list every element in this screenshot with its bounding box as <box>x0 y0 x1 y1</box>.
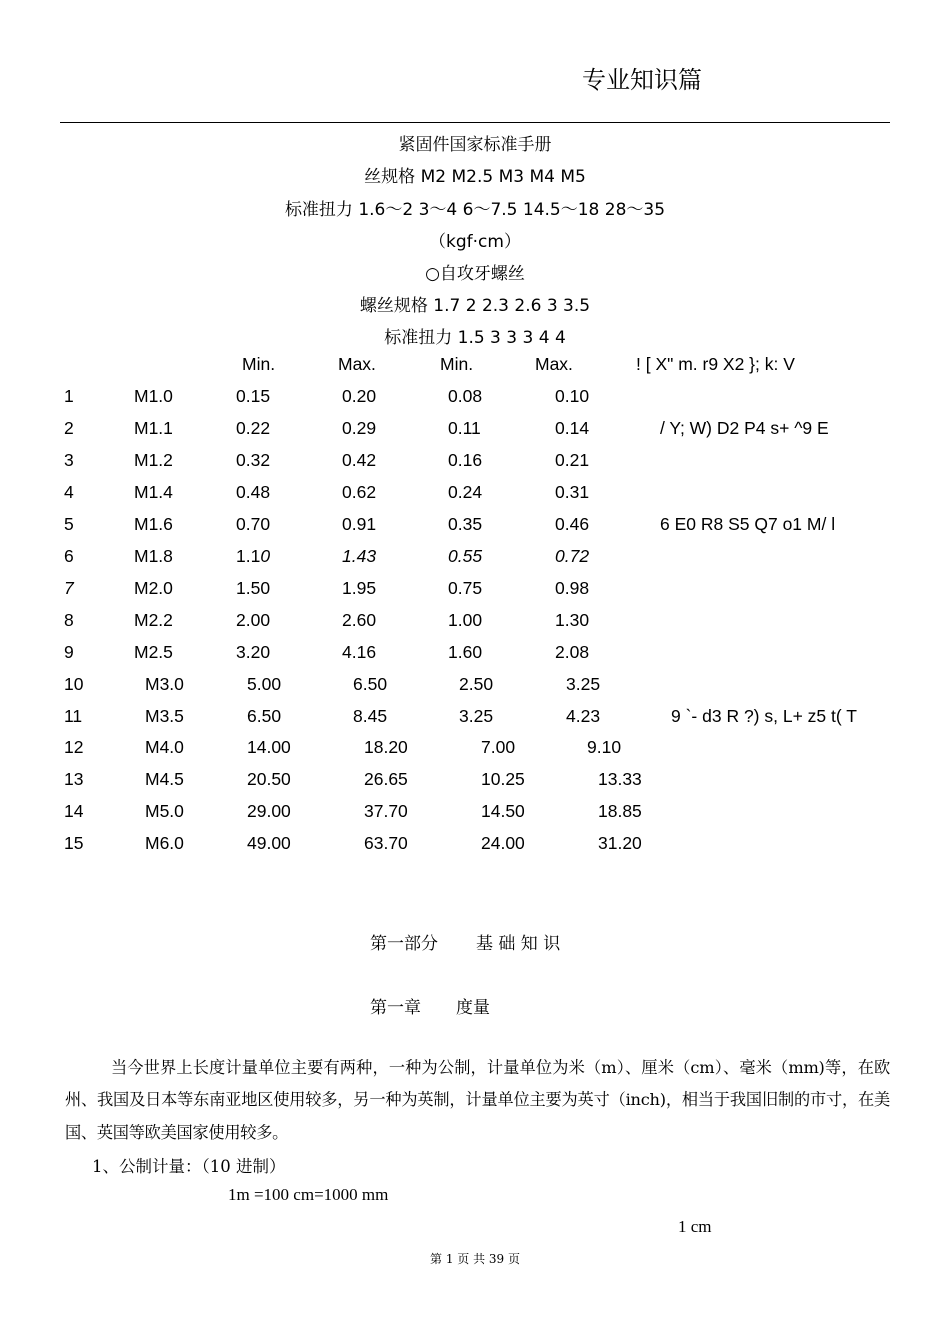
row-max-1: 1.95 <box>342 577 377 598</box>
row-min-1: 20.50 <box>247 769 291 790</box>
page-footer: 第 1 页 共 39 页 <box>430 1252 520 1266</box>
row-number: 10 <box>64 673 84 694</box>
row-size: M2.0 <box>134 577 173 598</box>
row-max-2: 0.98 <box>555 577 590 598</box>
row-min-1: 1.50 <box>236 577 271 598</box>
row-size: M3.5 <box>145 705 184 726</box>
table-row <box>0 610 950 634</box>
chapter-label: 第一章 <box>370 998 421 1018</box>
row-size: M4.0 <box>145 737 184 758</box>
table-row <box>0 769 950 793</box>
row-min-1: 3.20 <box>236 641 271 662</box>
row-number: 15 <box>64 833 84 854</box>
table-row <box>0 514 950 538</box>
row-number: 3 <box>64 449 74 470</box>
row-size: M5.0 <box>145 801 184 822</box>
row-size: M2.2 <box>134 609 173 630</box>
row-number: 13 <box>64 769 84 790</box>
row-min-1: 49.00 <box>247 833 291 854</box>
part-title: 基 础 知 识 <box>476 934 561 954</box>
part-label: 第一部分 <box>370 934 438 954</box>
row-size: M3.0 <box>145 673 184 694</box>
row-size: M6.0 <box>145 833 184 854</box>
row-min-1: 0.32 <box>236 449 271 470</box>
table-row <box>0 833 950 857</box>
row-max-2: 9.10 <box>587 737 622 758</box>
row-min-1: 0.15 <box>236 386 271 406</box>
row-max-1: 0.62 <box>342 481 377 502</box>
table-row <box>0 801 950 825</box>
row-size: M1.0 <box>134 386 173 406</box>
row-min-2: 0.75 <box>448 577 483 598</box>
row-max-1: 0.20 <box>342 386 377 406</box>
intro-line: 紧固件国家标准手册 <box>398 135 552 155</box>
row-size: M2.5 <box>134 641 173 662</box>
row-number: 7 <box>64 577 74 598</box>
row-size: M1.8 <box>134 545 173 566</box>
row-size: M1.2 <box>134 449 173 470</box>
row-number: 11 <box>64 705 83 726</box>
row-min-1: 29.00 <box>247 801 291 822</box>
table-row <box>0 642 950 666</box>
row-max-2: 4.23 <box>566 705 601 726</box>
row-max-2: 0.72 <box>555 545 590 566</box>
row-min-2: 0.08 <box>448 386 483 406</box>
row-min-2: 0.16 <box>448 449 483 470</box>
row-max-1: 1.43 <box>342 545 377 566</box>
row-min-2: 0.24 <box>448 481 483 502</box>
row-number: 8 <box>64 609 74 630</box>
row-min-1-italic-digit: 0 <box>260 545 271 566</box>
row-max-1: 26.65 <box>364 769 408 790</box>
row-max-1: 8.45 <box>353 705 388 726</box>
table-row <box>0 418 950 442</box>
row-max-1: 37.70 <box>364 801 408 822</box>
table-header-cell: Min. <box>242 354 276 374</box>
row-number: 4 <box>64 481 74 502</box>
row-number: 9 <box>64 641 74 662</box>
row-max-1: 0.91 <box>342 513 377 534</box>
row-min-2: 7.00 <box>481 737 516 758</box>
row-min-2: 3.25 <box>459 705 494 726</box>
row-number: 1 <box>64 386 74 406</box>
header-divider <box>60 122 890 123</box>
intro-line: ○自攻牙螺丝 <box>425 264 525 284</box>
intro-line: （kgf·cm） <box>429 232 521 252</box>
table-row <box>0 737 950 761</box>
row-max-1: 0.29 <box>342 417 377 438</box>
table-row <box>0 450 950 474</box>
row-note: / Y; W) D2 P4 s+ ^9 E <box>660 417 829 438</box>
table-row <box>0 674 950 698</box>
row-min-1: 14.00 <box>247 737 291 758</box>
row-number: 6 <box>64 545 74 566</box>
row-min-2: 24.00 <box>481 833 525 854</box>
row-max-1: 4.16 <box>342 641 377 662</box>
table-header-note: ! [ X" m. r9 X2 }; k: V <box>636 354 795 374</box>
table-row <box>0 546 950 570</box>
row-min-1: 5.00 <box>247 673 282 694</box>
row-min-1: 0.70 <box>236 513 271 534</box>
table-row <box>0 706 950 730</box>
intro-line: 螺丝规格 1.7 2 2.3 2.6 3 3.5 <box>359 296 591 316</box>
row-number: 2 <box>64 417 74 438</box>
row-max-1: 18.20 <box>364 737 408 758</box>
table-header-cell: Min. <box>440 354 474 374</box>
row-max-2: 3.25 <box>566 673 601 694</box>
formula-line: 1m =100 cm=1000 mm <box>228 1185 389 1204</box>
row-min-2: 0.55 <box>448 545 483 566</box>
row-max-2: 0.21 <box>555 449 590 470</box>
table-row <box>0 578 950 602</box>
row-size: M4.5 <box>145 769 184 790</box>
row-max-2: 13.33 <box>598 769 642 790</box>
row-max-2: 18.85 <box>598 801 642 822</box>
row-min-2: 1.60 <box>448 641 483 662</box>
page-fragment: 1 cm <box>678 1217 712 1236</box>
row-min-1: 1.10 <box>236 545 271 566</box>
table-row <box>0 482 950 506</box>
row-max-1: 63.70 <box>364 833 408 854</box>
row-size: M1.4 <box>134 481 173 502</box>
table-header-cell: Max. <box>338 354 376 374</box>
row-min-1: 0.22 <box>236 417 271 438</box>
row-number: 5 <box>64 513 74 534</box>
row-max-1: 0.42 <box>342 449 377 470</box>
section-heading: 1、公制计量：（10 进制） <box>92 1157 286 1176</box>
row-min-1: 6.50 <box>247 705 282 726</box>
row-number: 14 <box>64 801 84 822</box>
row-max-2: 0.10 <box>555 386 590 406</box>
row-min-2: 0.35 <box>448 513 483 534</box>
row-note: 9 `- d3 R ?) s, L+ z5 t( T <box>671 705 857 726</box>
row-min-2: 1.00 <box>448 609 483 630</box>
row-max-1: 2.60 <box>342 609 377 630</box>
row-max-1: 6.50 <box>353 673 388 694</box>
row-min-2: 10.25 <box>481 769 525 790</box>
intro-line: 丝规格 M2 M2.5 M3 M4 M5 <box>364 167 586 187</box>
intro-line: 标准扭力 1.6～2 3～4 6～7.5 14.5～18 28～35 <box>284 200 666 220</box>
row-min-2: 2.50 <box>459 673 494 694</box>
row-min-2: 0.11 <box>448 417 481 438</box>
header-title: 专业知识篇 <box>582 66 702 94</box>
row-min-1: 2.00 <box>236 609 271 630</box>
intro-line: 标准扭力 1.5 3 3 3 4 4 <box>384 328 566 348</box>
row-min-1: 0.48 <box>236 481 271 502</box>
table-row <box>0 386 950 410</box>
table-header-cell: Max. <box>535 354 573 374</box>
row-number: 12 <box>64 737 84 758</box>
row-note: 6 E0 R8 S5 Q7 o1 M/ l <box>660 513 836 534</box>
row-max-2: 1.30 <box>555 609 590 630</box>
row-max-2: 0.31 <box>555 481 590 502</box>
row-max-2: 2.08 <box>555 641 590 662</box>
table-header-row <box>0 354 950 378</box>
body-paragraph: 当今世界上长度计量单位主要有两种，一种为公制，计量单位为米（m）、厘米（cm）、毫米（mm)等，在欧州、我国及日本等东南亚地区使用较多，另一种为英制，计量单位主要为英寸（inch)，相当于我国旧制的市寸，在美国、英国等欧美国家使用较多。 <box>65 1058 890 1142</box>
row-min-2: 14.50 <box>481 801 525 822</box>
row-size: M1.1 <box>134 417 173 438</box>
row-max-2: 0.14 <box>555 417 590 438</box>
row-size: M1.6 <box>134 513 173 534</box>
row-max-2: 0.46 <box>555 513 590 534</box>
chapter-title: 度量 <box>456 998 490 1018</box>
row-max-2: 31.20 <box>598 833 642 854</box>
